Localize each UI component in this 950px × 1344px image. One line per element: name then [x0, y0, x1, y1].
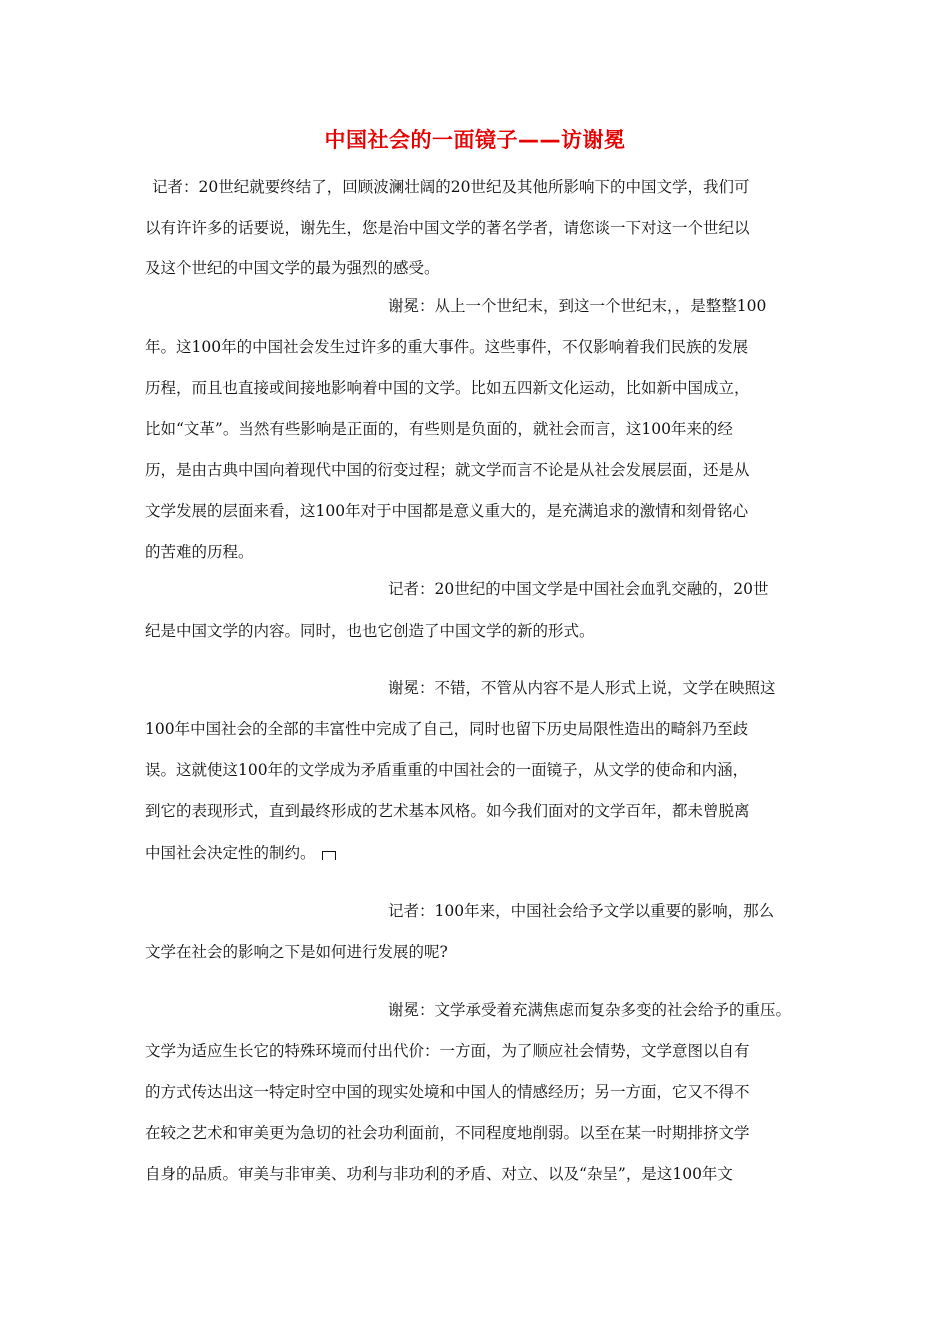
text-line: 文学为适应生长它的特殊环境而付出代价：一方面，为了顺应社会情势，文学意图以自有 [145, 1042, 750, 1060]
text-line-with-mark [145, 842, 336, 864]
text-line: 自身的品质。审美与非审美、功利与非功利的矛盾、对立、以及“杂呈”，是这100年文 [145, 1165, 733, 1183]
text-line: 谢冕：从上一个世纪末，到这一个世纪末，，是整整100 [388, 297, 767, 315]
text-line: 以有许许多的话要说，谢先生，您是治中国文学的著名学者，请您谈一下对这一个世纪以 [145, 219, 750, 237]
text-line: 100年中国社会的全部的丰富性中完成了自己，同时也留下历史局限性造出的畸斜乃至歧 [145, 720, 749, 738]
text-line: 纪是中国文学的内容。同时，也也它创造了中国文学的新的形式。 [145, 622, 595, 640]
text-line: 记者：20世纪就要终结了，回顾波澜壮阔的20世纪及其他所影响下的中国文学，我们可 [152, 178, 750, 196]
text-line: 的苦难的历程。 [145, 543, 254, 561]
text-line: 中国社会决定性的制约。 [145, 844, 316, 862]
bracket-mark-icon [322, 851, 336, 860]
text-line: 谢冕：文学承受着充满焦虑而复杂多变的社会给予的重压。 [388, 1001, 792, 1019]
text-line: 年。这100年的中国社会发生过许多的重大事件。这些事件，不仅影响着我们民族的发展 [145, 338, 749, 356]
text-line: 历程，而且也直接或间接地影响着中国的文学。比如五四新文化运动，比如新中国成立， [145, 379, 750, 397]
text-line: 在较之艺术和审美更为急切的社会功利面前，不同程度地削弱。以至在某一时期排挤文学 [145, 1124, 750, 1142]
text-line: 误。这就使这100年的文学成为矛盾重重的中国社会的一面镜子，从文学的使命和内涵， [145, 761, 749, 779]
text-line: 比如“文革”。当然有些影响是正面的，有些则是负面的，就社会而言，这100年来的经 [145, 420, 733, 438]
text-line: 文学发展的层面来看，这100年对于中国都是意义重大的，是充满追求的激情和刻骨铭心 [145, 502, 749, 520]
text-line: 记者：100年来，中国社会给予文学以重要的影响，那么 [388, 902, 775, 920]
text-line: 的方式传达出这一特定时空中国的现实处境和中国人的情感经历；另一方面，它又不得不 [145, 1083, 750, 1101]
article-title: 中国社会的一面镜子——访谢冕 [324, 128, 626, 152]
text-line: 历，是由古典中国向着现代中国的衍变过程；就文学而言不论是从社会发展层面，还是从 [145, 461, 750, 479]
text-line: 谢冕：不错，不管从内容不是人形式上说，文学在映照这 [388, 679, 776, 697]
text-line: 及这个世纪的中国文学的最为强烈的感受。 [145, 259, 440, 277]
text-line: 记者：20世纪的中国文学是中国社会血乳交融的，20世 [388, 580, 769, 598]
text-line: 到它的表现形式，直到最终形成的艺术基本风格。如今我们面对的文学百年，都未曾脱离 [145, 802, 750, 820]
text-line: 文学在社会的影响之下是如何进行发展的呢? [145, 943, 448, 961]
